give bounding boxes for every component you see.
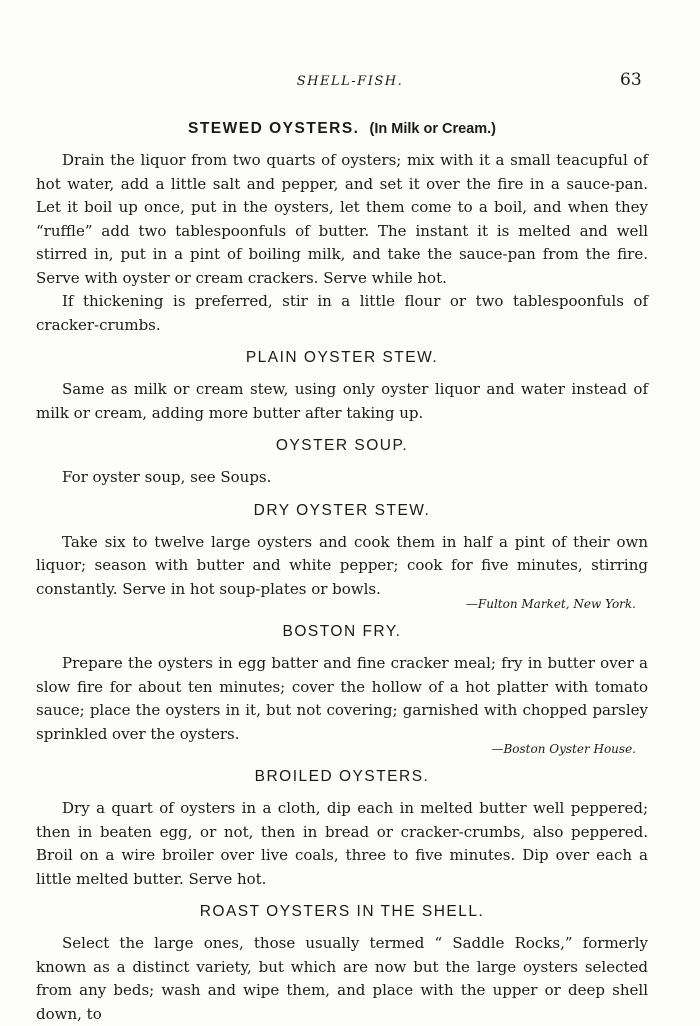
section-title-plain-oyster-stew: PLAIN OYSTER STEW. — [245, 349, 439, 366]
section-title-roast-oysters: ROAST OYSTERS IN THE SHELL. — [199, 903, 485, 920]
section-title-broiled-oysters: BROILED OYSTERS. — [254, 768, 430, 785]
recipe-paragraph: Drain the liquor from two quarts of oysters; mix with it a small teacupful of hot water, add a little salt and pepper, and set it over the fire in a sauce-pan. Let it boil up once, put in the oysters, let them come to a boil, and when they “ruffle” add two tablespoonfuls of butter. The instant it is melted and well stirred in, put in a pint of boiling milk, and take the sauce-pan from the fire. Serve with oyster or cream crackers. Serve while hot. — [36, 151, 648, 287]
section-subtitle: (In Milk or Cream.) — [369, 121, 496, 137]
recipe-paragraph: Prepare the oysters in egg batter and fine cracker meal; fry in butter over a slow fire for about ten minutes; cover the hollow of a hot platter with tomato sauce; place the oysters in it, but not covering; garnished with chopped parsley sprinkled over the oysters. — [36, 654, 648, 743]
page-number: 63 — [620, 70, 642, 90]
section-title-boston-fry: BOSTON FRY. — [282, 623, 402, 640]
running-head: SHELL-FISH. — [296, 74, 404, 89]
recipe-paragraph: Take six to twelve large oysters and cook them in half a pint of their own liquor; season with butter and white pepper; cook for five minutes, stirring constantly. Serve in hot soup-plates or bowls. — [36, 532, 648, 598]
section-title-dry-oyster-stew: DRY OYSTER STEW. — [253, 501, 431, 519]
recipe-paragraph: Select the large ones, those usually termed “ Saddle Rocks,” formerly known as a distinct variety, but which are now but the large oysters selected from any beds; wash and wipe them, and place with the upper or deep shell down, to — [36, 934, 648, 1023]
recipe-attribution: —Fulton Market, New York. — [465, 597, 636, 611]
page-body — [36, 120, 648, 1026]
recipe-paragraph: If thickening is preferred, stir in a little flour or two tablespoonfuls of cracker-crumbs. — [36, 292, 648, 334]
recipe-paragraph: For oyster soup, see Soups. — [62, 468, 272, 486]
section-title-text: STEWED OYSTERS. — [188, 120, 360, 137]
recipe-paragraph: Same as milk or cream stew, using only oyster liquor and water instead of milk or cream, adding more butter after taking up. — [36, 380, 648, 422]
section-title-oyster-soup: OYSTER SOUP. — [275, 437, 409, 454]
recipe-paragraph: Dry a quart of oysters in a cloth, dip each in melted butter well peppered; then in beaten egg, or not, then in bread or cracker-crumbs, also peppered. Broil on a wire broiler over live coals, three to five minutes. Dip over each a little melted butter. Serve hot. — [36, 799, 648, 888]
section-title-stewed-oysters — [36, 120, 648, 138]
recipe-attribution: —Boston Oyster House. — [491, 742, 636, 756]
